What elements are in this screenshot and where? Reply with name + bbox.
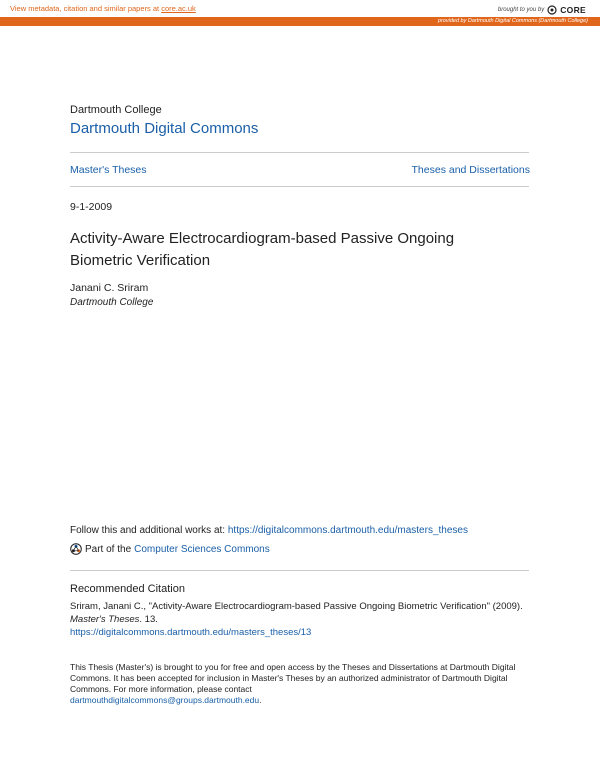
core-ac-uk-link[interactable]: core.ac.uk	[161, 4, 196, 13]
divider-top	[70, 152, 529, 153]
follow-url-link[interactable]: https://digitalcommons.dartmouth.edu/masters_theses	[227, 525, 468, 536]
core-banner	[0, 0, 600, 17]
theses-dissertations-link[interactable]: Theses and Dissertations	[411, 164, 530, 176]
core-provided-bar	[0, 17, 600, 26]
contact-email-link[interactable]: dartmouthdigitalcommons@groups.dartmouth.edu	[70, 695, 260, 705]
citation-text-a: Sriram, Janani C., "Activity-Aware Electrocardiogram-based Passive Ongoing Biometric Verification" (2009).	[70, 601, 523, 612]
citation-text-b: . 13.	[139, 614, 158, 625]
citation-url-link[interactable]: https://digitalcommons.dartmouth.edu/masters_theses/13	[70, 627, 312, 638]
core-view-text: View metadata, citation and similar papers at	[10, 4, 162, 13]
citation-series: Master's Theses	[70, 614, 140, 625]
core-brought-by[interactable]	[498, 5, 586, 15]
publication-date: 9-1-2009	[70, 201, 113, 213]
core-provided-text: provided by Dartmouth Digital Commons (Dartmouth College)	[437, 18, 588, 24]
access-notice	[70, 662, 530, 706]
network-icon	[70, 543, 82, 555]
author-affiliation: Dartmouth College	[70, 297, 154, 308]
notice-end: .	[259, 695, 262, 705]
divider-nav	[70, 186, 529, 187]
core-logo-text: CORE	[560, 5, 586, 15]
citation-text	[70, 600, 530, 639]
citation-heading: Recommended Citation	[70, 583, 185, 595]
core-brought-text: brought to you by	[497, 7, 545, 13]
follow-prefix: Follow this and additional works at:	[70, 525, 228, 536]
core-logo-icon	[547, 5, 557, 15]
part-of-line	[70, 543, 270, 555]
masters-theses-link[interactable]: Master's Theses	[70, 164, 147, 176]
computer-sciences-commons-link[interactable]: Computer Sciences Commons	[134, 543, 270, 555]
notice-text: This Thesis (Master's) is brought to you for free and open access by the Theses and Dissertations at Dartmouth Digital Commons. It has been accepted for inclusion in Master's Theses by an authorized administrator of Dartmouth Digital Commons. For more information, please contact	[70, 662, 516, 694]
institution-name: Dartmouth College	[70, 104, 162, 116]
paper-title: Activity-Aware Electrocardiogram-based Passive Ongoing Biometric Verification	[70, 230, 455, 269]
core-metadata-link[interactable]	[10, 4, 196, 13]
author-name: Janani C. Sriram	[70, 282, 149, 294]
divider-citation	[70, 570, 529, 571]
repository-title[interactable]: Dartmouth Digital Commons	[70, 120, 259, 137]
follow-line	[70, 525, 468, 536]
part-of-prefix: Part of the	[85, 543, 132, 555]
